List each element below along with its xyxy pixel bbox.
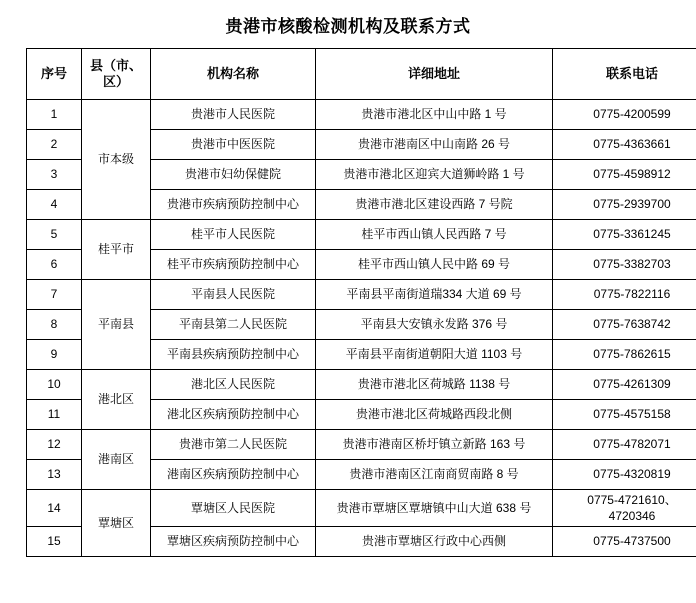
cell-telephone: 0775-4598912 [553,160,696,190]
cell-index: 11 [27,400,82,430]
cell-address: 贵港市港北区中山中路 1 号 [316,100,553,130]
cell-address: 贵港市港南区桥圩镇立新路 163 号 [316,430,553,460]
cell-organization: 贵港市第二人民医院 [151,430,316,460]
cell-organization: 覃塘区人民医院 [151,490,316,527]
cell-organization: 港南区疾病预防控制中心 [151,460,316,490]
cell-telephone: 0775-3361245 [553,220,696,250]
table-body [27,100,696,557]
cell-index: 1 [27,100,82,130]
nat-testing-table [26,48,696,557]
cell-index: 12 [27,430,82,460]
cell-organization: 贵港市人民医院 [151,100,316,130]
cell-organization: 贵港市妇幼保健院 [151,160,316,190]
cell-area: 桂平市 [82,220,151,280]
cell-telephone: 0775-7822116 [553,280,696,310]
table-row [27,430,696,460]
cell-area: 港南区 [82,430,151,490]
cell-organization: 贵港市疾病预防控制中心 [151,190,316,220]
table-container [0,48,696,557]
cell-telephone: 0775-7638742 [553,310,696,340]
cell-index: 15 [27,527,82,557]
table-header-row [27,49,696,100]
cell-telephone: 0775-4320819 [553,460,696,490]
cell-organization: 桂平市人民医院 [151,220,316,250]
cell-telephone: 0775-4200599 [553,100,696,130]
page-title: 贵港市核酸检测机构及联系方式 [225,17,471,36]
cell-area: 市本级 [82,100,151,220]
cell-telephone: 0775-3382703 [553,250,696,280]
cell-organization: 港北区疾病预防控制中心 [151,400,316,430]
cell-address: 贵港市港北区迎宾大道狮岭路 1 号 [316,160,553,190]
cell-index: 14 [27,490,82,527]
cell-telephone: 0775-4737500 [553,527,696,557]
cell-index: 2 [27,130,82,160]
cell-address: 平南县平南街道朝阳大道 1103 号 [316,340,553,370]
cell-telephone [553,490,696,527]
cell-address: 贵港市港北区荷城路 1138 号 [316,370,553,400]
cell-organization: 平南县疾病预防控制中心 [151,340,316,370]
cell-organization: 平南县人民医院 [151,280,316,310]
cell-area: 覃塘区 [82,490,151,557]
table-header [27,49,696,100]
cell-address: 贵港市港南区江南商贸南路 8 号 [316,460,553,490]
cell-address: 平南县大安镇永发路 376 号 [316,310,553,340]
cell-telephone: 0775-4363661 [553,130,696,160]
column-header-area: 县（市、区） [82,49,151,100]
cell-index: 8 [27,310,82,340]
cell-index: 5 [27,220,82,250]
cell-address: 贵港市覃塘区行政中心西侧 [316,527,553,557]
cell-address: 桂平市西山镇人民西路 7 号 [316,220,553,250]
cell-organization: 港北区人民医院 [151,370,316,400]
cell-telephone: 0775-2939700 [553,190,696,220]
cell-address: 贵港市覃塘区覃塘镇中山大道 638 号 [316,490,553,527]
cell-telephone: 0775-4261309 [553,370,696,400]
cell-address: 平南县平南街道瑞334 大道 69 号 [316,280,553,310]
cell-telephone: 0775-4782071 [553,430,696,460]
cell-index: 6 [27,250,82,280]
cell-index: 10 [27,370,82,400]
cell-organization: 桂平市疾病预防控制中心 [151,250,316,280]
cell-index: 3 [27,160,82,190]
cell-address: 贵港市港南区中山南路 26 号 [316,130,553,160]
column-header-address: 详细地址 [316,49,553,100]
cell-index: 4 [27,190,82,220]
telephone-value: 0775-4721610、 4720346 [587,493,677,524]
cell-index: 13 [27,460,82,490]
cell-telephone: 0775-4575158 [553,400,696,430]
cell-address: 贵港市港北区建设西路 7 号院 [316,190,553,220]
cell-area: 港北区 [82,370,151,430]
cell-index: 9 [27,340,82,370]
column-header-organization: 机构名称 [151,49,316,100]
cell-organization: 贵港市中医医院 [151,130,316,160]
table-row [27,490,696,527]
cell-address: 贵港市港北区荷城路西段北侧 [316,400,553,430]
cell-index: 7 [27,280,82,310]
cell-area: 平南县 [82,280,151,370]
table-row [27,370,696,400]
table-row [27,220,696,250]
table-row [27,280,696,310]
cell-organization: 平南县第二人民医院 [151,310,316,340]
column-header-telephone: 联系电话 [553,49,696,100]
column-header-index: 序号 [27,49,82,100]
table-row [27,100,696,130]
cell-organization: 覃塘区疾病预防控制中心 [151,527,316,557]
cell-telephone: 0775-7862615 [553,340,696,370]
cell-address: 桂平市西山镇人民中路 69 号 [316,250,553,280]
